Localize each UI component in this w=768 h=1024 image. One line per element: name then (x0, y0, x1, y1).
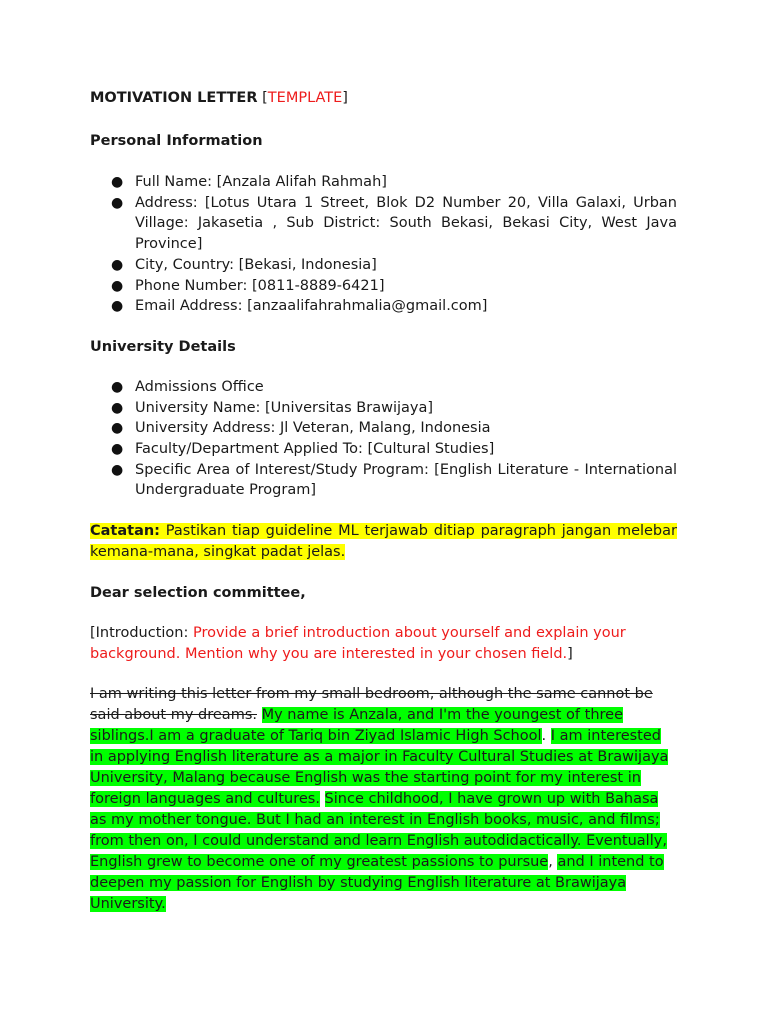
note-label: Catatan: (90, 523, 160, 540)
salutation: Dear selection committee, (90, 585, 306, 602)
body-punct: . (541, 728, 551, 745)
list-item: ● Admissions Office (90, 377, 677, 398)
highlight-intent: and I intend to deepen my passion for English by studying English literature at Brawijaya University. (90, 854, 664, 913)
body-space (257, 707, 262, 723)
intro-instruction (90, 623, 677, 665)
title-bracket-open: [ (262, 90, 268, 106)
list-item: ● Email Address: [anzaalifahrahmalia@gmail.com] (90, 296, 677, 317)
highlight-childhood: Since childhood, I have grown up with Bahasa as my mother tongue. But I had an interest in English books, music, and films; from then on, I could understand and learn English autodidactically. Eventually, English grew to become one of my greatest passions to pursue (90, 791, 667, 871)
body-paragraph (90, 684, 677, 915)
personal-info-heading: Personal Information (90, 133, 263, 149)
note-paragraph (90, 521, 677, 563)
list-item: ● Specific Area of Interest/Study Program: [English Literature - International Undergraduate Program] (90, 460, 677, 501)
list-item: ● City, Country: [Bekasi, Indonesia] (90, 255, 677, 276)
list-item: ● Address: [Lotus Utara 1 Street, Blok D2 Number 20, Villa Galaxi, Urban Village: Jakasetia , Sub District: South Bekasi, Bekasi City, West Java Province] (90, 193, 677, 255)
list-item: ● Faculty/Department Applied To: [Cultural Studies] (90, 439, 677, 460)
document-title (90, 88, 677, 109)
intro-instruction-text: Provide a brief introduction about yourself and explain your background. Mention why you are interested in your chosen field. (90, 625, 626, 663)
body-punct: , (548, 854, 558, 871)
title-main: MOTIVATION LETTER (90, 90, 258, 106)
highlight-intro: My name is Anzala, and I'm the youngest of three siblings.I am a graduate of Tariq bin Ziyad Islamic High School (90, 707, 623, 745)
note-text: Pastikan tiap guideline ML terjawab ditiap paragraph jangan melebar kemana-mana, singkat padat jelas. (90, 523, 677, 561)
title-template-tag: TEMPLATE (267, 90, 343, 106)
list-item: ● Full Name: [Anzala Alifah Rahmah] (90, 172, 677, 193)
list-item: ● Phone Number: [0811-8889-6421] (90, 276, 677, 297)
list-item: ● University Name: [Universitas Brawijaya] (90, 398, 677, 419)
intro-open: [Introduction: (90, 625, 193, 642)
body-space (320, 791, 325, 807)
intro-close: ] (567, 646, 573, 663)
university-details-list (90, 377, 677, 501)
university-details-heading: University Details (90, 338, 236, 355)
personal-info-list (90, 172, 677, 317)
list-item: ● University Address: Jl Veteran, Malang, Indonesia (90, 418, 677, 439)
highlight-interest: I am interested in applying English literature as a major in Faculty Cultural Studies at Brawijaya University, Malang because English was the starting point for my interest in foreign languages and cultures. (90, 728, 669, 808)
struck-sentence: I am writing this letter from my small bedroom, although the same cannot be said about my dreams. (90, 686, 653, 724)
title-bracket-close: ] (342, 90, 348, 106)
